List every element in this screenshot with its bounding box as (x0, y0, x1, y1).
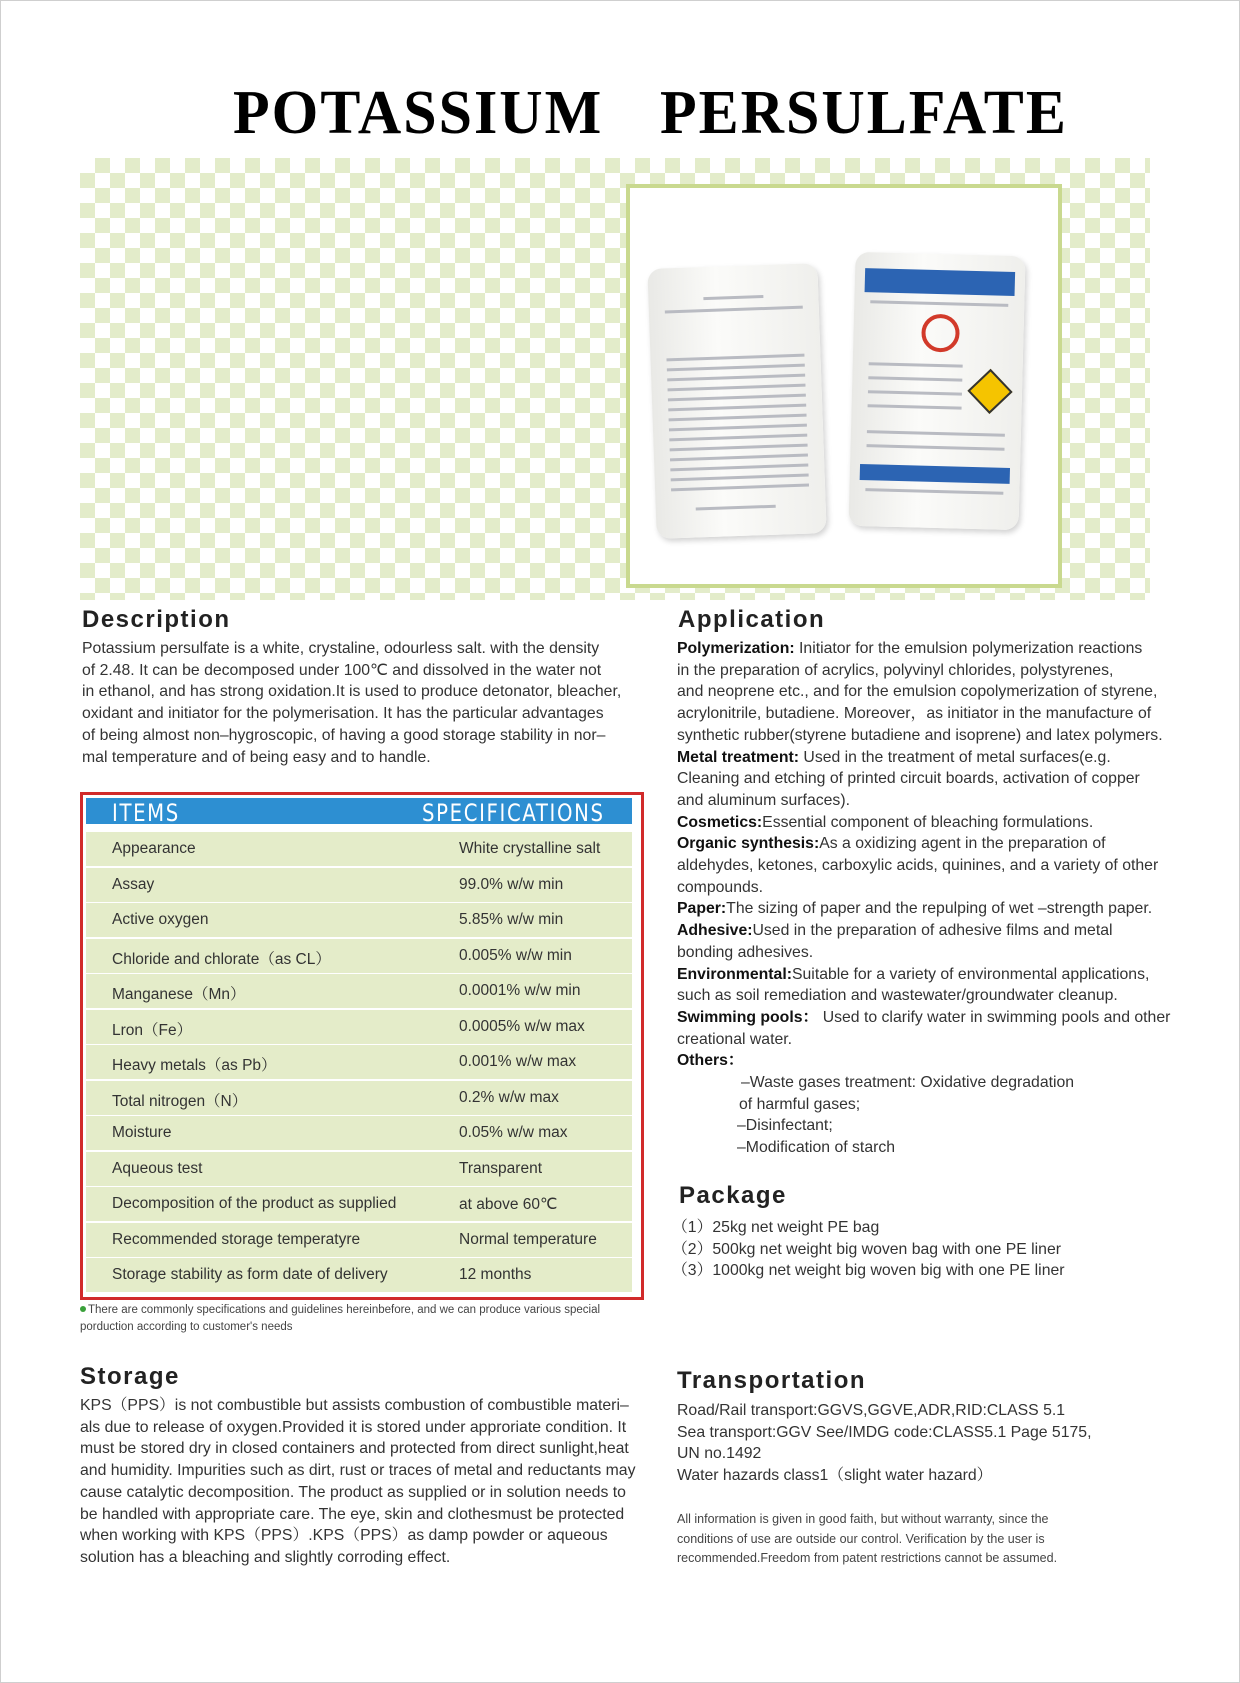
table-row (86, 868, 632, 902)
transportation-line: Water hazards class1（slight water hazard） (677, 1467, 993, 1485)
description-line: of 2.48. It can be decomposed under 100℃ and dissolved in the water not (82, 661, 602, 679)
spec-cell: 5.85% w/w min (459, 911, 564, 928)
footnote-line: There are commonly specifications and guidelines hereinbefore, and we can produce various special (88, 1304, 601, 1316)
storage-line: cause catalytic decomposition. The product as supplied or in solution needs to (80, 1483, 626, 1501)
spec-cell: 12 months (459, 1266, 532, 1283)
others-item: of harmful gases; (739, 1095, 861, 1113)
application-line: Cleaning and etching of printed circuit boards, activation of copper (677, 770, 1140, 788)
page-title (0, 78, 1240, 158)
disclaimer-line: recommended.Freedom from patent restrictions cannot be assumed. (677, 1551, 1058, 1565)
footnote-line: porduction according to customer's needs (80, 1321, 293, 1333)
description-heading: Description (82, 606, 231, 633)
spec-cell: Transparent (459, 1159, 542, 1177)
spec-cell: Normal temperature (459, 1230, 597, 1248)
spec-cell: at above 60℃ (459, 1196, 558, 1213)
application-line: Environmental:Suitable for a variety of environmental applications, (677, 965, 1150, 983)
disclaimer-line: All information is given in good faith, but without warranty, since the (677, 1512, 1049, 1526)
application-heading: Application (678, 606, 826, 633)
disclaimer-line: conditions of use are outside our control. Verification by the user is (677, 1531, 1045, 1546)
package-item: （2）500kg net weight big woven bag with one PE liner (672, 1240, 1062, 1258)
product-photo (626, 184, 1062, 588)
table-row (86, 974, 632, 1008)
item-cell: Total nitrogen（N） (112, 1092, 248, 1110)
package-item: （1）25kg net weight PE bag (672, 1219, 880, 1236)
disclaimer (677, 1510, 1217, 1569)
item-cell: Chloride and chlorate（as CL） (112, 950, 331, 968)
table-row (86, 939, 632, 973)
storage-line: be handled with appropriate care. The eye, skin and clothesmust be protected (80, 1505, 625, 1523)
item-cell: Manganese（Mn） (112, 986, 246, 1003)
application-line: aldehydes, ketones, carboxylic acids, quinines, and a variety of other (677, 857, 1159, 875)
description-line: Potassium persulfate is a white, crystaline, odourless salt. with the density (82, 640, 600, 657)
application-line: and aluminum surfaces). (677, 791, 850, 809)
item-cell: Decomposition of the product as supplied (112, 1195, 397, 1212)
table-footnote (80, 1302, 660, 1336)
spec-cell: 0.005% w/w min (459, 946, 572, 964)
others-item: –Disinfectant; (737, 1117, 833, 1135)
table-row (86, 903, 632, 937)
spec-cell: 0.2% w/w max (459, 1088, 559, 1106)
spec-cell: 0.0001% w/w min (459, 982, 581, 999)
product-bag-front-image (848, 252, 1025, 530)
transportation-line: Road/Rail transport:GGVS,GGVE,ADR,RID:CLASS 5.1 (677, 1402, 1066, 1419)
title-word-persulfate: PERSULFATE (660, 77, 1068, 147)
specifications-table (80, 792, 644, 1300)
application-line: in the preparation of acrylics, polyvinyl chlorides, polystyrenes, (677, 661, 1114, 679)
storage-line: must be stored dry in closed containers and protected from direct sunlight,heat (80, 1440, 629, 1458)
company-logo-icon (921, 314, 960, 353)
hazard-symbol-icon (967, 369, 1012, 414)
storage-line: solution has a bleaching and slightly corroding effect. (80, 1548, 451, 1566)
title-word-potassium: POTASSIUM (233, 77, 604, 147)
spec-cell: 0.05% w/w max (459, 1124, 568, 1141)
spec-cell: 99.0% w/w min (459, 875, 564, 893)
table-row (86, 1152, 632, 1186)
package-list (672, 1217, 1212, 1282)
application-line: such as soil remediation and wastewater/groundwater cleanup. (677, 987, 1118, 1005)
item-cell: Moisture (112, 1124, 172, 1141)
description-line: oxidant and initiator for the polymerisation. It has the particular advantages (82, 705, 604, 723)
storage-line: als due to release of oxygen.Provided it is stored under approriate condition. It (80, 1418, 627, 1436)
item-cell: Lron（Fe） (112, 1021, 193, 1039)
application-line: and neoprene etc., and for the emulsion copolymerization of styrene, (677, 683, 1158, 701)
description-text (82, 638, 642, 768)
application-line: Cosmetics:Essential component of bleaching formulations. (677, 813, 1094, 831)
item-cell: Heavy metals（as Pb） (112, 1057, 277, 1074)
application-line: Polymerization: Initiator for the emulsion polymerization reactions (677, 640, 1143, 657)
specifications-column-header: SPECIFICATIONS (422, 799, 605, 827)
others-item: –Modification of starch (737, 1139, 896, 1157)
product-bag-back-image (647, 263, 826, 539)
application-line: bonding adhesives. (677, 943, 814, 961)
application-line: Others： (677, 1052, 744, 1070)
package-item: （3）1000kg net weight big woven big with one PE liner (672, 1262, 1065, 1280)
transportation-heading: Transportation (677, 1367, 867, 1394)
description-line: in ethanol, and has strong oxidation.It is used to produce detonator, bleacher, (82, 683, 622, 701)
item-cell: Recommended storage temperatyre (112, 1230, 361, 1248)
package-heading: Package (679, 1182, 787, 1209)
item-cell: Assay (112, 875, 155, 893)
storage-line: when working with KPS（PPS）.KPS（PPS）as damp powder or aqueous (80, 1527, 608, 1545)
storage-line: and humidity. Impurities such as dirt, rust or traces of metal and reductants may (80, 1462, 636, 1480)
application-line: Swimming pools： Used to clarify water in swimming pools and other (677, 1008, 1171, 1026)
table-row (86, 1223, 632, 1257)
application-line: Paper:The sizing of paper and the repulping of wet –strength paper. (677, 900, 1153, 918)
spec-cell: 0.0005% w/w max (459, 1017, 585, 1035)
table-row (86, 1258, 632, 1292)
application-line: Adhesive:Used in the preparation of adhesive films and metal (677, 922, 1113, 940)
table-row (86, 1187, 632, 1221)
item-cell: Active oxygen (112, 911, 209, 928)
item-cell: Appearance (112, 840, 196, 857)
application-line: acrylonitrile, butadiene. Moreover，as initiator in the manufacture of (677, 705, 1152, 723)
table-row (86, 832, 632, 866)
storage-text (80, 1395, 650, 1569)
application-line: Metal treatment: Used in the treatment of metal surfaces(e.g. (677, 748, 1111, 766)
spec-cell: White crystalline salt (459, 840, 601, 857)
item-cell: Aqueous test (112, 1159, 203, 1177)
bullet-icon (80, 1306, 86, 1312)
storage-heading: Storage (80, 1363, 180, 1390)
application-line: creational water. (677, 1030, 793, 1048)
item-cell: Storage stability as form date of delivery (112, 1266, 388, 1283)
table-row (86, 1081, 632, 1115)
storage-line: KPS（PPS）is not combustible but assists combustion of combustible materi– (80, 1397, 629, 1414)
application-line: Organic synthesis:As a oxidizing agent in the preparation of (677, 835, 1106, 853)
table-header (83, 795, 635, 827)
transportation-line: Sea transport:GGV See/IMDG code:CLASS5.1 Page 5175, (677, 1423, 1092, 1441)
description-line: mal temperature and of being easy and to handle. (82, 748, 431, 766)
spec-cell: 0.001% w/w max (459, 1053, 577, 1070)
application-line: synthetic rubber(styrene butadiene and isoprene) and latex polymers. (677, 726, 1163, 744)
application-text (677, 638, 1212, 1159)
description-line: of being almost non–hygroscopic, of having a good storage stability in nor– (82, 726, 606, 744)
transportation-text (677, 1400, 1217, 1487)
table-row (86, 1045, 632, 1079)
application-line: compounds. (677, 878, 764, 896)
others-item: –Waste gases treatment: Oxidative degradation (741, 1074, 1075, 1092)
transportation-line: UN no.1492 (677, 1445, 762, 1463)
items-column-header: ITEMS (112, 799, 180, 827)
table-row (86, 1116, 632, 1150)
table-row (86, 1010, 632, 1044)
